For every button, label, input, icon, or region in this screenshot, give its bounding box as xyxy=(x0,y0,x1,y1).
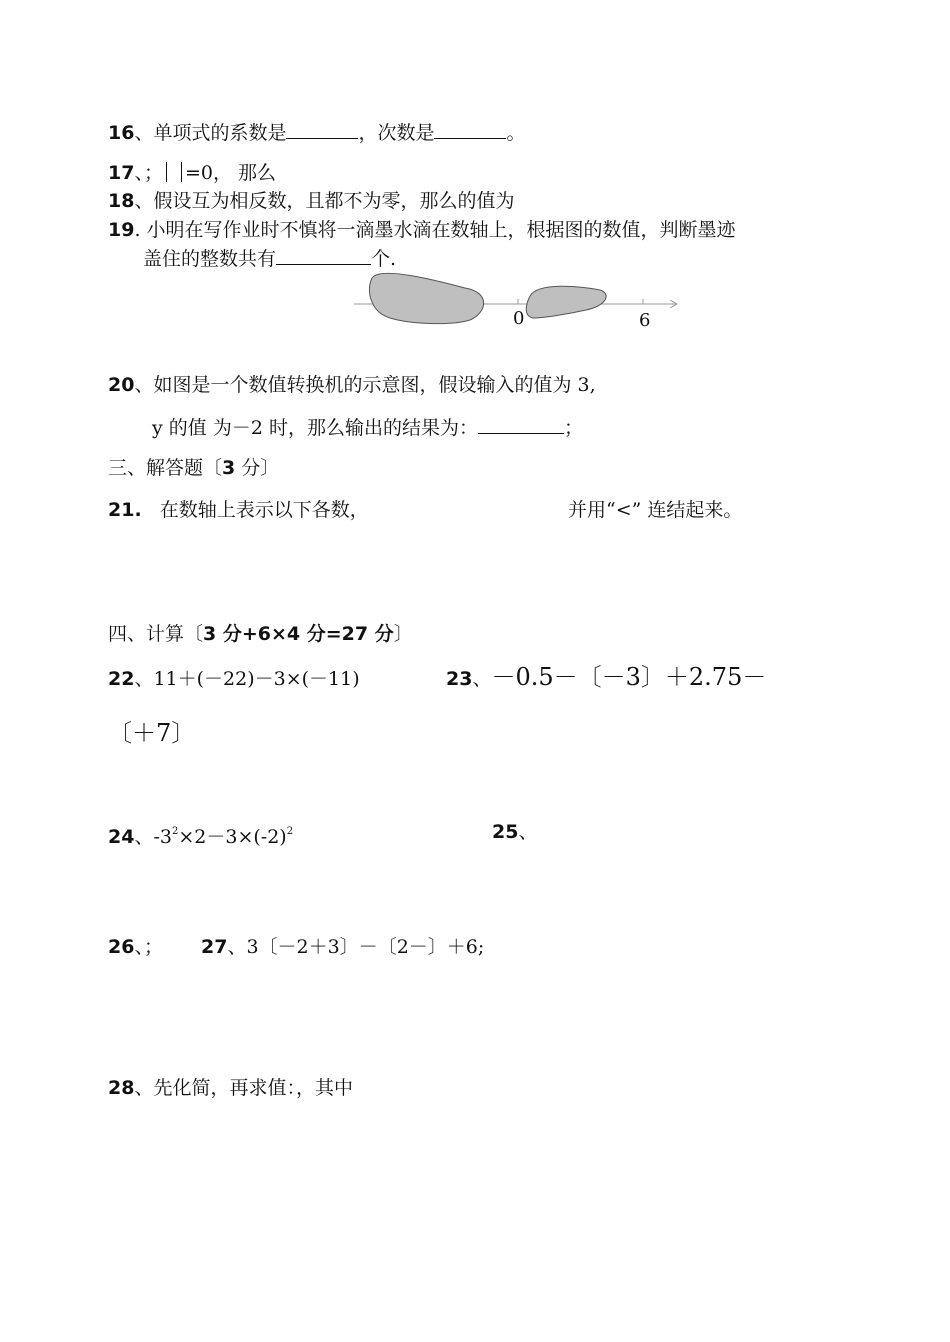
question-text: 、-3 xyxy=(134,826,172,848)
question-expression: 〔＋7〕 xyxy=(108,719,196,747)
question-text: 、3〔－2＋3〕－〔2－〕＋6; xyxy=(227,936,485,958)
question-text: =0， 那么 xyxy=(184,162,277,184)
question-number: 27 xyxy=(201,936,228,958)
answer-blank xyxy=(276,246,371,265)
question-17 xyxy=(108,161,276,185)
exponent: 2 xyxy=(171,826,179,837)
question-expression: －0.5－〔－3〕＋2.75－ xyxy=(491,663,767,691)
question-text: 、 xyxy=(518,821,538,843)
section-text: 〕 xyxy=(393,623,413,645)
section-heading-3 xyxy=(108,456,279,480)
question-number: 26 xyxy=(108,936,135,958)
question-number: 22 xyxy=(108,668,135,690)
question-text: 并用“<” 连结起来。 xyxy=(568,499,743,521)
question-number: 18 xyxy=(108,190,135,212)
question-text: 、； xyxy=(134,936,163,958)
question-number: 20 xyxy=(108,374,135,396)
question-text: ，次数是 xyxy=(358,122,435,144)
question-text: 、 xyxy=(472,668,492,690)
question-20-line2 xyxy=(152,415,583,440)
question-number: 16 xyxy=(108,122,135,144)
question-text: 在数轴上表示以下各数， xyxy=(159,499,369,521)
exponent: 2 xyxy=(286,826,294,837)
section-points: 3 xyxy=(222,457,236,479)
question-23 xyxy=(446,662,766,694)
question-text: 、假设互为相反数，且都不为零，那么的值为 xyxy=(134,190,515,212)
question-text: 、单项式的系数是 xyxy=(134,122,287,144)
question-number: 24 xyxy=(108,826,135,848)
section-heading-4 xyxy=(108,622,413,646)
question-28 xyxy=(108,1076,353,1100)
question-number: 23 xyxy=(446,668,473,690)
ink-blot xyxy=(526,286,606,318)
question-16 xyxy=(108,120,526,145)
section-text: 四、计算〔 xyxy=(108,623,204,645)
question-25 xyxy=(492,820,537,844)
question-27 xyxy=(201,935,484,959)
absolute-value-bars xyxy=(166,162,182,182)
question-23-continued xyxy=(108,718,195,748)
question-text: 、如图是一个数值转换机的示意图，假设输入的值为 3, xyxy=(134,374,596,396)
question-text: 盖住的整数共有 xyxy=(143,248,277,270)
question-26 xyxy=(108,935,163,959)
question-number: 25 xyxy=(492,821,519,843)
section-text: 分〕 xyxy=(235,457,280,479)
tick-label-zero: 0 xyxy=(513,308,525,329)
section-points: 3 分+6×4 分=27 分 xyxy=(203,623,394,645)
question-19-line1 xyxy=(108,218,736,242)
answer-blank xyxy=(434,120,506,139)
question-21 xyxy=(108,498,369,522)
question-text: . 小明在写作业时不慎将一滴墨水滴在数轴上，根据图的数值，判断墨迹 xyxy=(134,219,736,241)
question-20-line1 xyxy=(108,373,596,397)
question-text: 、； xyxy=(134,162,163,184)
question-18 xyxy=(108,189,514,213)
answer-blank xyxy=(286,120,358,139)
question-number: 21. xyxy=(108,499,142,521)
question-21-tail xyxy=(568,498,742,522)
ink-blot xyxy=(369,273,483,323)
question-text: ； xyxy=(563,417,583,439)
question-22 xyxy=(108,667,360,691)
number-line-figure xyxy=(350,268,680,338)
question-text: 。 xyxy=(506,122,526,144)
question-number: 28 xyxy=(108,1077,135,1099)
question-text: 、先化简，再求值：，其中 xyxy=(134,1077,353,1099)
section-text: 三、解答题〔 xyxy=(108,457,223,479)
question-24 xyxy=(108,820,293,849)
tick-label-six: 6 xyxy=(639,310,651,331)
question-number: 19 xyxy=(108,219,135,241)
question-text: 个. xyxy=(371,248,397,270)
answer-blank xyxy=(478,415,564,434)
question-text: 、11＋(－22)－3×(－11) xyxy=(134,668,360,690)
question-text: y 的值 为－2 时，那么输出的结果为： xyxy=(152,417,478,439)
question-number: 17 xyxy=(108,162,135,184)
question-text: ×2－3×(-2) xyxy=(178,826,287,848)
